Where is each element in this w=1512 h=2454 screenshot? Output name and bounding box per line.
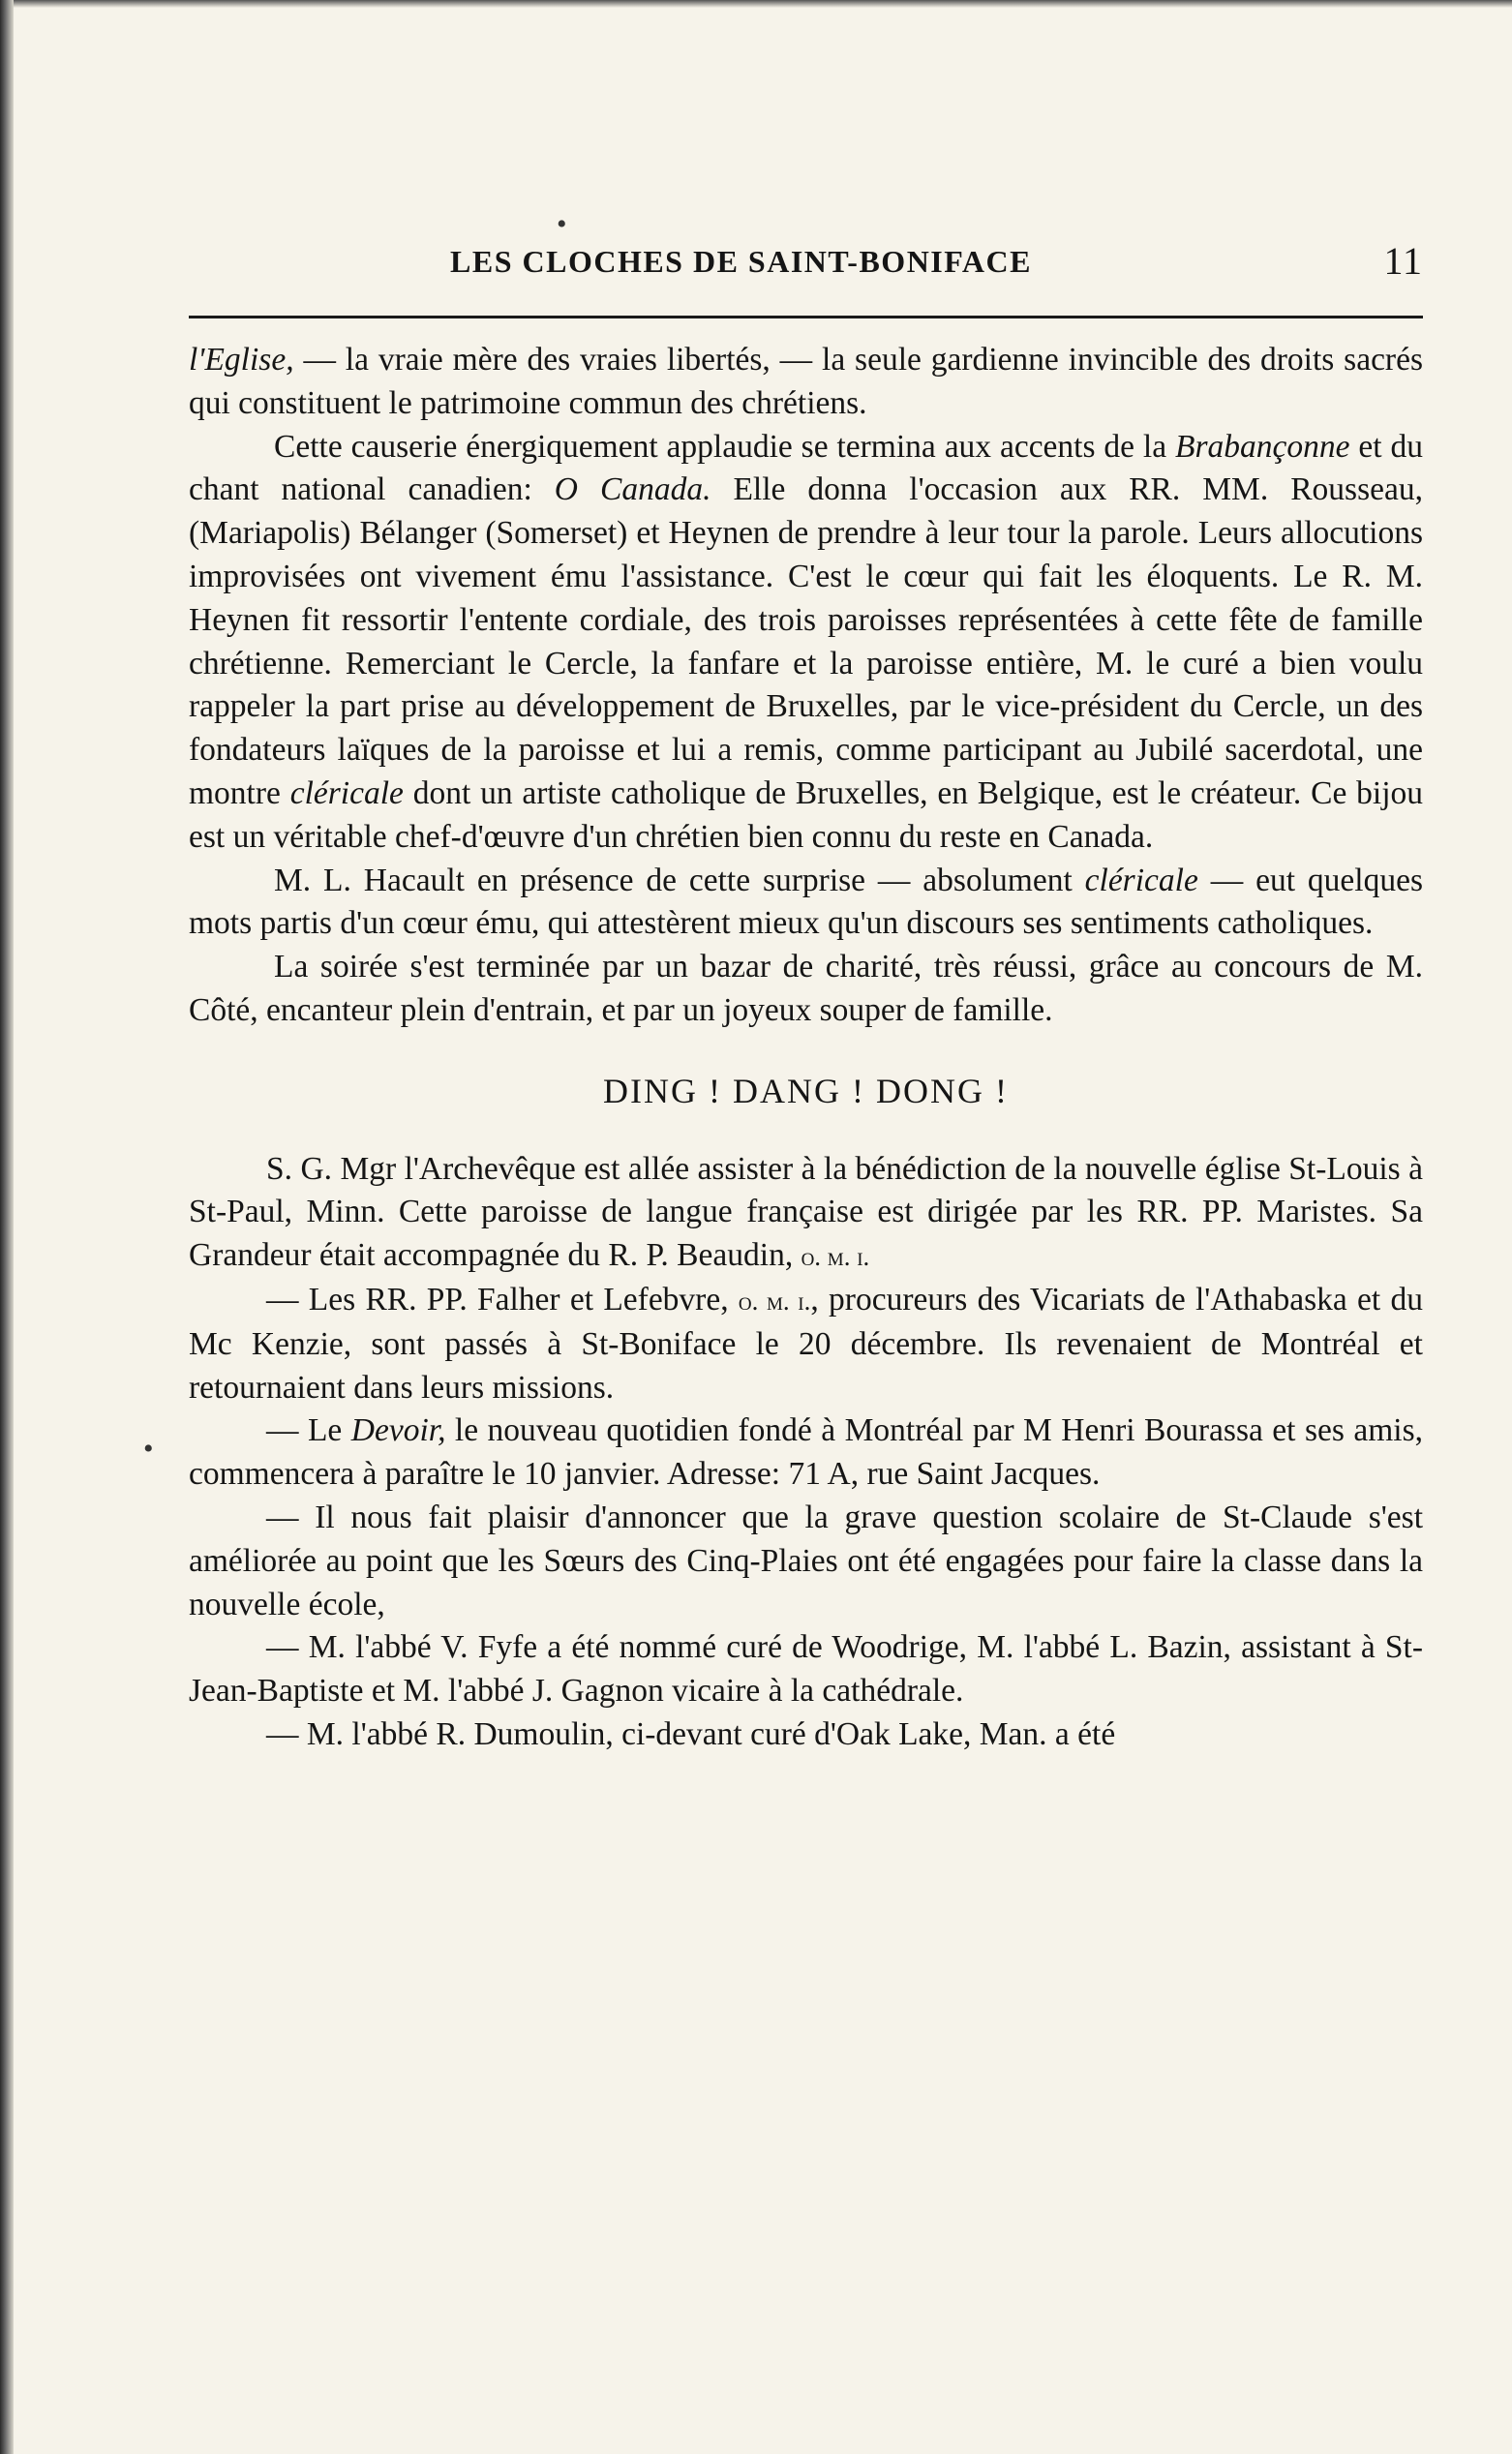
emphasis: Devoir,: [350, 1412, 446, 1449]
ink-speck: •: [143, 1433, 154, 1465]
page-body: [189, 339, 1423, 1757]
ink-speck: •: [557, 208, 567, 240]
paragraph-text: — la vraie mère des vraies libertés, — la seule gardienne invincible des droits sacrés qui constituent le patrimoine commun des chrétiens.: [189, 342, 1423, 421]
section-title: DING ! DANG ! DONG !: [603, 1071, 1009, 1110]
paragraph-text: Elle donna l'occasion aux RR. MM. Rousseau, (Mariapolis) Bélanger (Somerset) et Heynen de prendre à leur tour la parole. Leurs allocutions improvisées ont vivement ému l'assistance. C'est le cœur qui fait les éloquents. Le R. M. Heynen fit ressortir l'entente cordiale, des trois paroisses représentées à cette fête de famille chrétienne. Remerciant le Cercle, la fanfare et la paroisse entière, M. le curé a bien voulu rappeler la part prise au développement de Bruxelles, par le vice-président du Cercle, un des fondateurs laïques de la paroisse et lui a remis, comme participant au Jubilé sacerdotal, une montre: [189, 471, 1423, 811]
article-paragraph: [189, 339, 1423, 426]
news-item: [189, 1148, 1423, 1279]
news-text: — Le: [266, 1412, 351, 1449]
abbreviation: o. m. i.: [738, 1286, 811, 1316]
news-item: — M. l'abbé V. Fyfe a été nommé curé de Woodrige, M. l'abbé L. Bazin, assistant à St-Jean-Baptiste et M. l'abbé J. Gagnon vicaire à la cathédrale.: [189, 1629, 1423, 1710]
paragraph-text: Cette causerie énergiquement applaudie se termina aux accents de la: [274, 428, 1176, 465]
paragraph-text: dont un artiste catholique de Bruxelles, en Belgique, est le créateur. Ce bijou est un véritable chef-d'œuvre d'un chrétien bien connu du reste en Canada.: [189, 774, 1423, 855]
paragraph-text: M. L. Hacault en présence de cette surprise — absolument: [274, 862, 1085, 898]
emphasis: cléricale: [1084, 862, 1198, 898]
page-number: 11: [1383, 239, 1423, 283]
news-text: S. G. Mgr l'Archevêque est allée assister à la bénédiction de la nouvelle église St-Louis à St-Paul, Minn. Cette paroisse de langue française est dirigée par les RR. PP. Maristes. Sa Grandeur était accompagnée du R. P. Beaudin,: [189, 1150, 1423, 1274]
paragraph-text: et du chant national canadien:: [189, 428, 1423, 508]
article-paragraph: La soirée s'est terminée par un bazar de charité, très réussi, grâce au concours de M. Côté, encanteur plein d'entrain, et par un joyeux souper de famille.: [189, 949, 1423, 1028]
abbreviation: o. m. i.: [801, 1242, 870, 1272]
emphasis: O Canada.: [554, 471, 711, 508]
news-item: [189, 1279, 1423, 1409]
page-header: [189, 239, 1423, 287]
paragraph-text: — eut quelques mots partis d'un cœur ému, qui attestèrent mieux qu'un discours ses sentiments catholiques.: [189, 862, 1423, 942]
news-text: le nouveau quotidien fondé à Montréal par M Henri Bourassa et ses amis, commencera à paraître le 10 janvier. Adresse: 71 A, rue Saint Jacques.: [189, 1412, 1423, 1493]
emphasis: cléricale: [289, 774, 404, 811]
scan-top-edge: [0, 0, 1512, 8]
header-rule: [189, 316, 1423, 318]
news-item: [189, 1409, 1423, 1497]
running-title: LES CLOCHES DE SAINT-BONIFACE: [450, 244, 1032, 279]
article-paragraph: [189, 860, 1423, 947]
emphasis: Brabançonne: [1175, 428, 1350, 465]
article-paragraph: [189, 426, 1423, 860]
news-item: — Il nous fait plaisir d'annoncer que la grave question scolaire de St-Claude s'est améliorée au point que les Sœurs des Cinq-Plaies ont été engagées pour faire la classe dans la nouvelle école,: [189, 1499, 1423, 1622]
news-section: [189, 1148, 1423, 1757]
news-text: , procureurs des Vicariats de l'Athabaska et du Mc Kenzie, sont passés à St-Boniface le 20 décembre. Ils revenaient de Montréal et retournaient dans leurs missions.: [189, 1281, 1423, 1406]
emphasis: l'Eglise,: [189, 342, 294, 378]
scan-left-edge: [0, 0, 14, 2454]
news-text: — Les RR. PP. Falher et Lefebvre,: [266, 1281, 739, 1318]
news-item: — M. l'abbé R. Dumoulin, ci-devant curé d'Oak Lake, Man. a été: [266, 1715, 1116, 1752]
